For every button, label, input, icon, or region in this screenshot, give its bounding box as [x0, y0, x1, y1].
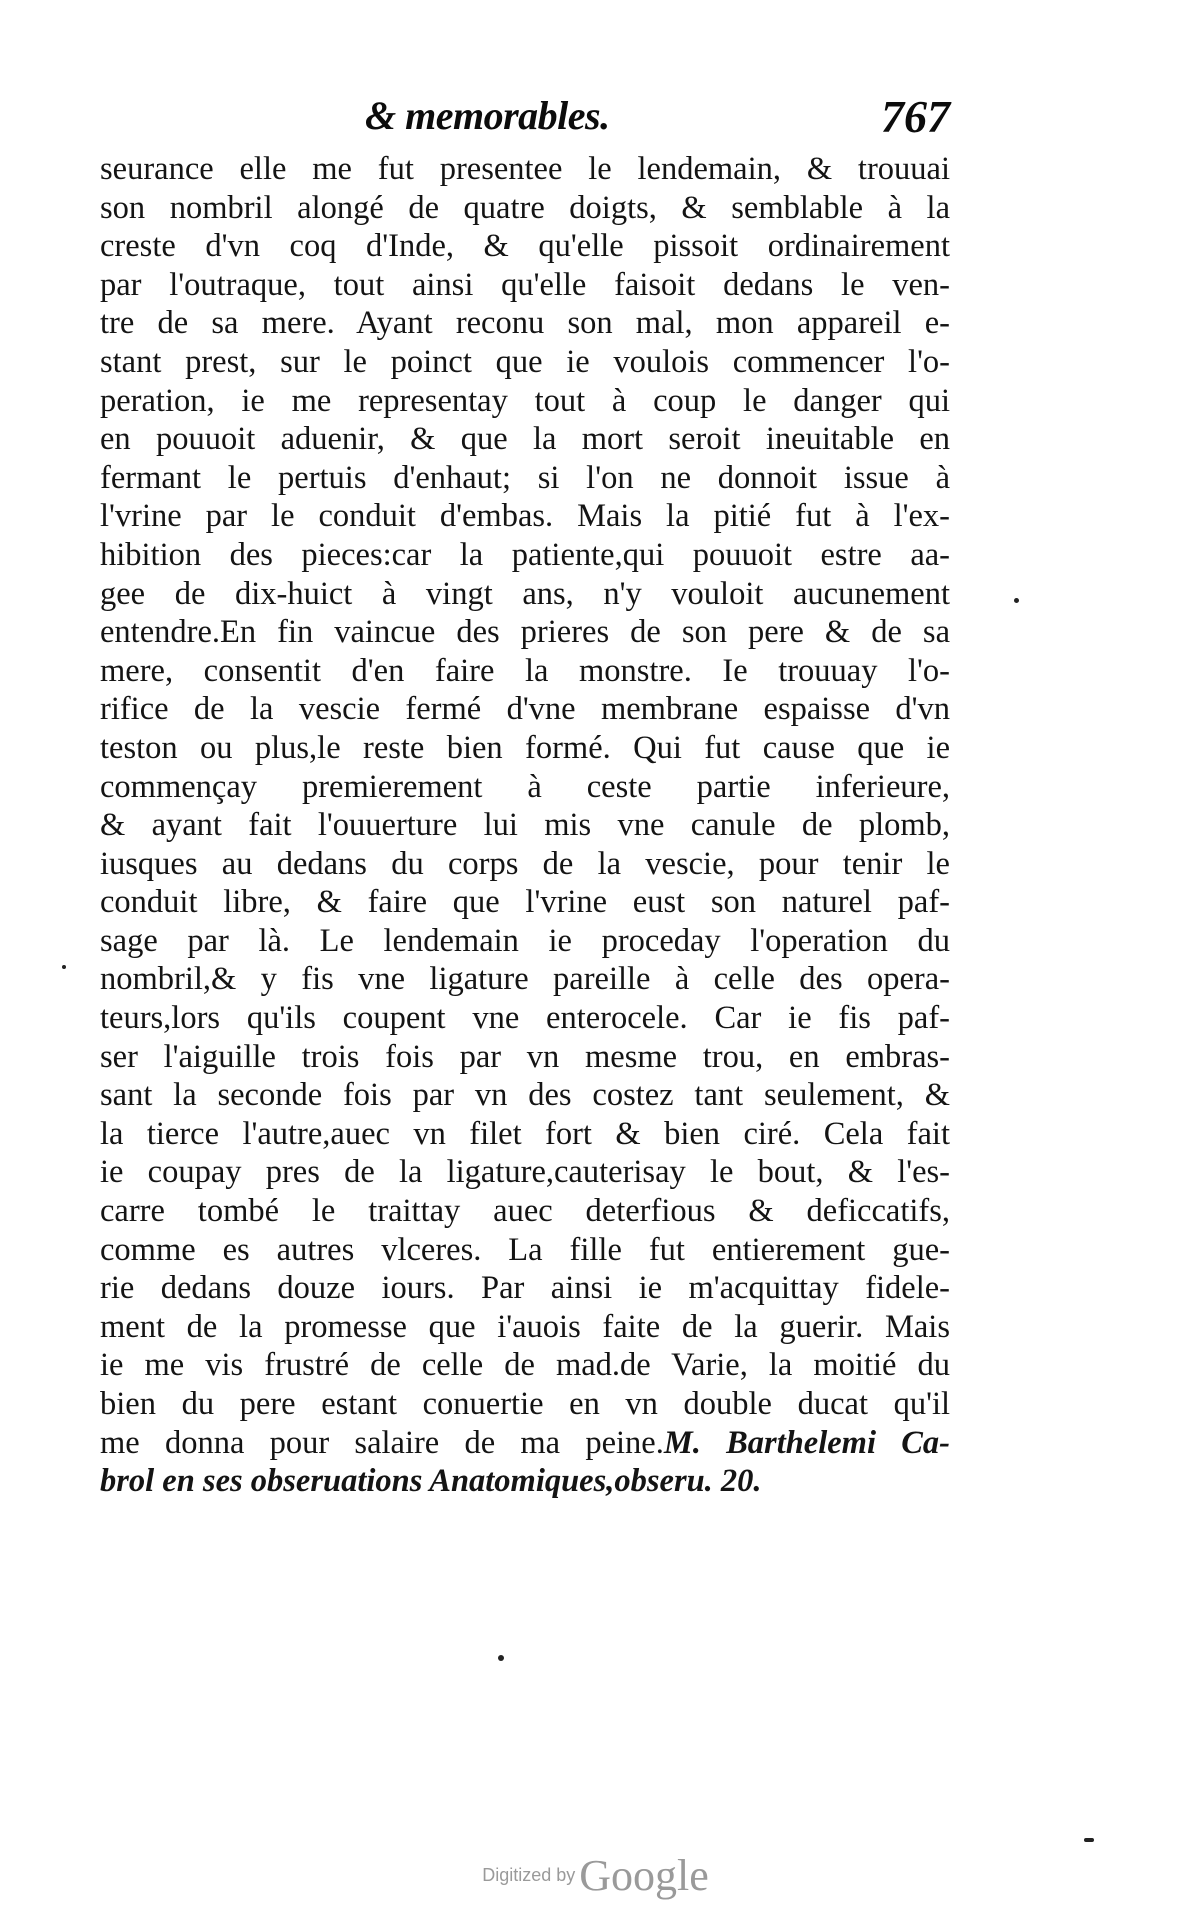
page-number: 767: [881, 91, 950, 142]
text-line: teston ou plus,le reste bien formé. Qui fut cause que ie: [100, 729, 950, 766]
text-line: ment de la promesse que i'auois faite de la guerir. Mais: [100, 1308, 950, 1345]
text-line: ie me vis frustré de celle de mad.de Varie, la moitié du: [100, 1347, 950, 1384]
text-line: conduit libre, & faire que l'vrine eust son naturel paf-: [100, 884, 950, 921]
text-line: nombril,& y fis vne ligature pareille à celle des opera-: [100, 961, 950, 998]
text-line: ie coupay pres de la ligature,cauterisay le bout, & l'es-: [100, 1154, 950, 1191]
ink-speck: [1084, 1838, 1094, 1842]
ink-speck: [1014, 598, 1019, 603]
running-head: & memorables.: [365, 93, 610, 138]
text-line: hibition des pieces:car la patiente,qui pouuoit estre aa-: [100, 536, 950, 573]
ink-speck: [498, 1655, 504, 1661]
text-line: rie dedans douze iours. Par ainsi ie m'acquittay fidele-: [100, 1270, 950, 1307]
text-line: sant la seconde fois par vn des costez tant seulement, &: [100, 1077, 950, 1114]
body-text: [100, 150, 950, 1501]
text-line: teurs,lors qu'ils coupent vne enterocele. Car ie fis paf-: [100, 1000, 950, 1037]
citation-end: brol en ses obseruations Anatomiques,obseru. 20.: [100, 1463, 762, 1500]
digitized-watermark: [0, 1850, 1191, 1901]
text-line: en pouuoit aduenir, & que la mort seroit ineuitable en: [100, 421, 950, 458]
text-line: gee de dix-huict à vingt ans, n'y vouloit aucunement: [100, 575, 950, 612]
citation-start: M. Barthelemi Ca-: [663, 1424, 950, 1461]
text-line: rifice de la vescie fermé d'vne membrane espaisse d'vn: [100, 691, 950, 728]
digitized-by-label: Digitized by: [482, 1865, 576, 1885]
text-line: son nombril alongé de quatre doigts, & semblable à la: [100, 189, 950, 226]
text-line: fermant le pertuis d'enhaut; si l'on ne donnoit issue à: [100, 459, 950, 496]
text-line: mere, consentit d'en faire la monstre. Ie trouuay l'o-: [100, 652, 950, 689]
text-line: l'vrine par le conduit d'embas. Mais la pitié fut à l'ex-: [100, 498, 950, 535]
text-line: comme es autres vlceres. La fille fut entierement gue-: [100, 1231, 950, 1268]
text-line: tre de sa mere. Ayant reconu son mal, mon appareil e-: [100, 305, 950, 342]
text-line: peration, ie me representay tout à coup le danger qui: [100, 382, 950, 419]
text-line: carre tombé le traittay auec deterfious & deficcatifs,: [100, 1193, 950, 1230]
text-line-end: me donna pour salaire de ma peine.: [100, 1424, 664, 1461]
text-line: commençay premierement à ceste partie inferieure,: [100, 768, 950, 805]
citation-line: [100, 1462, 950, 1501]
text-line: sage par là. Le lendemain ie proceday l'operation du: [100, 922, 950, 959]
google-logo: Google: [579, 1851, 709, 1900]
text-line: seurance elle me fut presentee le lendemain, & trouuai: [100, 151, 950, 187]
text-line: iusques au dedans du corps de la vescie, pour tenir le: [100, 845, 950, 882]
text-line: & ayant fait l'ouuerture lui mis vne canule de plomb,: [100, 807, 950, 844]
text-line: bien du pere estant conuertie en vn double ducat qu'il: [100, 1386, 950, 1422]
text-line: ser l'aiguille trois fois par vn mesme trou, en embras-: [100, 1038, 950, 1075]
text-line: la tierce l'autre,auec vn filet fort & bien ciré. Cela fait: [100, 1115, 950, 1152]
text-line: creste d'vn coq d'Inde, & qu'elle pissoit ordinairement: [100, 228, 950, 265]
text-line: par l'outraque, tout ainsi qu'elle faisoit dedans le ven-: [100, 266, 950, 303]
page-header: [100, 92, 960, 152]
text-line-with-citation: [100, 1424, 950, 1463]
text-line: entendre.En fin vaincue des prieres de son pere & de sa: [100, 614, 950, 651]
ink-speck: [62, 965, 66, 969]
text-line: stant prest, sur le poinct que ie voulois commencer l'o-: [100, 343, 950, 380]
